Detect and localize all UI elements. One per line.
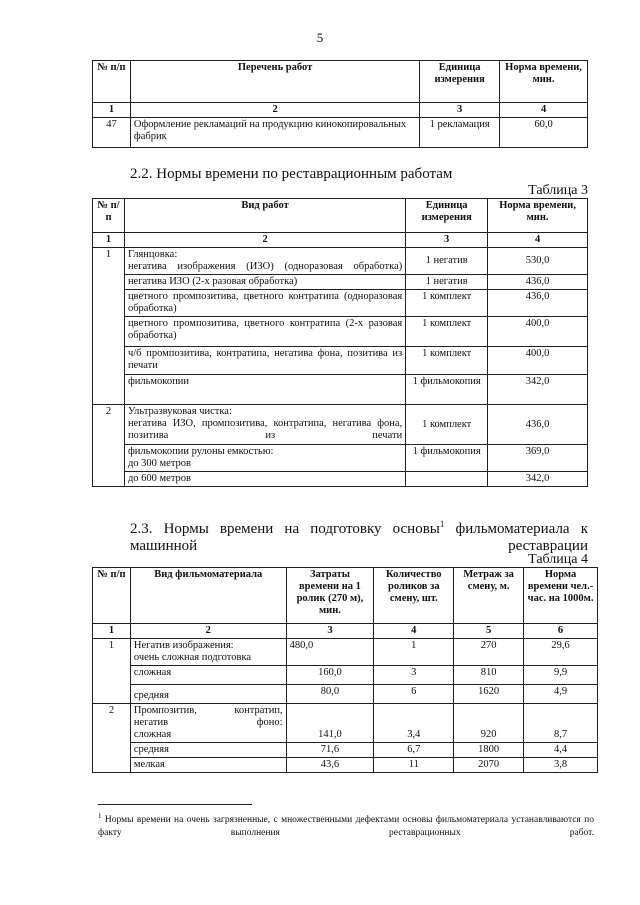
index-cell: 2 (124, 233, 405, 248)
cell-time: 480,0 (286, 639, 374, 666)
material-desc: очень сложная подготовка (133, 652, 252, 663)
work-desc: до 300 метров (127, 458, 192, 469)
cell-unit: 1 комплект (406, 317, 488, 347)
cell-meters: 270 (454, 639, 524, 666)
table-3-label: Таблица 3 (528, 183, 588, 198)
footnote (98, 810, 594, 840)
cell-work (124, 405, 405, 445)
cell-norm: 29,6 (524, 639, 598, 666)
work-desc: негатива ИЗО (2-х разовая обработка) (124, 275, 405, 290)
work-desc: цветного промпозитива, цветного контратипа (одноразовая обработка) (124, 290, 405, 317)
material-desc: средняя (130, 685, 286, 704)
work-desc: цветного промпозитива, цветного контратипа (2-х разовая обработка) (124, 317, 405, 347)
cell-time: 80,0 (286, 685, 374, 704)
group-num: 1 (93, 248, 125, 405)
table-row (93, 290, 588, 317)
cell-rolls: 6 (374, 685, 454, 704)
cell-norm: 530,0 (488, 248, 588, 275)
section-title-part2: фильмоматериала к машинной реставрации (130, 521, 588, 554)
footnote-separator (98, 804, 252, 805)
page-number: 5 (316, 30, 324, 45)
table-row (93, 639, 598, 666)
table-row (93, 405, 588, 445)
table-header-row (93, 61, 588, 103)
cell-meters: 920 (454, 704, 524, 743)
cell-time: 43,6 (286, 758, 374, 773)
col-header: Единица измерения (420, 61, 500, 103)
cell-norm: 4,9 (524, 685, 598, 704)
index-cell: 2 (130, 624, 286, 639)
group-title: Глянцовка: (127, 249, 178, 260)
index-cell: 4 (374, 624, 454, 639)
material-desc: мелкая (130, 758, 286, 773)
cell-rolls: 11 (374, 758, 454, 773)
col-header: Затраты времени на 1 ролик (270 м), мин. (286, 568, 374, 624)
material-desc: сложная (133, 729, 172, 740)
col-header: Вид фильмоматериала (130, 568, 286, 624)
table-row (93, 347, 588, 375)
col-header: Количество роликов за смену, шт. (374, 568, 454, 624)
cell-meters: 1620 (454, 685, 524, 704)
table-row (93, 743, 598, 758)
group-num: 2 (93, 704, 131, 773)
table-index-row (93, 103, 588, 118)
cell-rolls: 6,7 (374, 743, 454, 758)
col-header: Норма времени чел.-час. на 1000м. (524, 568, 598, 624)
cell-norm: 436,0 (488, 275, 588, 290)
group-title: Ультразвуковая чистка: (127, 406, 232, 417)
index-cell: 1 (93, 233, 125, 248)
cell-norm: 369,0 (488, 445, 588, 472)
cell-norm: 342,0 (488, 472, 588, 487)
cell-unit: 1 фильмокопия (406, 445, 488, 472)
cell-work: Оформление рекламаций на продукцию кинокопировальных фабрик (130, 118, 419, 148)
cell-norm: 436,0 (488, 290, 588, 317)
table-header-row (93, 568, 598, 624)
work-desc: фильмокопии (124, 375, 405, 405)
cell-time: 141,0 (286, 704, 374, 743)
group-num: 2 (93, 405, 125, 487)
table-row (93, 118, 588, 148)
section-title-part1: 2.3. Нормы времени на подготовку основы (130, 521, 440, 537)
index-cell: 2 (130, 103, 419, 118)
table-index-row (93, 624, 598, 639)
col-header: Перечень работ (130, 61, 419, 103)
cell-unit: 1 негатив (406, 275, 488, 290)
cell-meters: 1800 (454, 743, 524, 758)
footnote-mark: 1 (439, 519, 445, 529)
table-row (93, 472, 588, 487)
cell-norm: 60,0 (500, 118, 588, 148)
work-desc: до 600 метров (124, 472, 405, 487)
index-cell: 4 (488, 233, 588, 248)
cell-norm: 342,0 (488, 375, 588, 405)
table-row (93, 704, 598, 743)
cell-material (130, 704, 286, 743)
cell-material (130, 639, 286, 666)
cell-norm: 400,0 (488, 347, 588, 375)
table-1 (92, 60, 588, 148)
table-row (93, 375, 588, 405)
col-header: Метраж за смену, м. (454, 568, 524, 624)
section-2-3-title (130, 516, 588, 555)
cell-meters: 810 (454, 666, 524, 685)
footnote-mark: 1 (98, 812, 102, 820)
cell-time: 71,6 (286, 743, 374, 758)
work-desc: ч/б промпозитива, контратипа, негатива фона, позитива из печати (124, 347, 405, 375)
section-2-2-title: 2.2. Нормы времени по реставрационным работам (130, 166, 453, 182)
cell-unit: 1 комплект (406, 290, 488, 317)
col-header: Вид работ (124, 199, 405, 233)
col-header: № п/п (93, 199, 125, 233)
col-header: Норма времени, мин. (500, 61, 588, 103)
table-row (93, 275, 588, 290)
cell-unit: 1 фильмокопия (406, 375, 488, 405)
col-header: Единица измерения (406, 199, 488, 233)
cell-rolls: 3,4 (374, 704, 454, 743)
cell-unit (406, 472, 488, 487)
index-cell: 1 (93, 103, 131, 118)
cell-work (124, 248, 405, 275)
table-header-row (93, 199, 588, 233)
cell-unit: 1 негатив (406, 248, 488, 275)
table-4 (92, 567, 598, 773)
cell-norm: 436,0 (488, 405, 588, 445)
index-cell: 6 (524, 624, 598, 639)
group-title: Негатив изображения: (133, 640, 234, 651)
cell-unit: 1 комплект (406, 347, 488, 375)
cell-norm: 400,0 (488, 317, 588, 347)
index-cell: 1 (93, 624, 131, 639)
material-desc: средняя (130, 743, 286, 758)
work-desc: негатива изображения (ИЗО) (одноразовая обработка) (127, 261, 403, 272)
col-header: № п/п (93, 61, 131, 103)
table-row (93, 317, 588, 347)
cell-num: 47 (93, 118, 131, 148)
index-cell: 5 (454, 624, 524, 639)
col-header: № п/п (93, 568, 131, 624)
group-title: Промпозитив, контратип, негатив фоно: (133, 705, 283, 728)
cell-norm: 8,7 (524, 704, 598, 743)
work-desc: негатива ИЗО, промпозитива, контратипа, негатива фона, позитива из печати (127, 418, 403, 441)
cell-unit: 1 комплект (406, 405, 488, 445)
table-4-label: Таблица 4 (528, 552, 588, 567)
table-row (93, 758, 598, 773)
cell-work (124, 445, 405, 472)
cell-norm: 4,4 (524, 743, 598, 758)
table-row (93, 445, 588, 472)
cell-time: 160,0 (286, 666, 374, 685)
index-cell: 4 (500, 103, 588, 118)
cell-norm: 3,8 (524, 758, 598, 773)
table-index-row (93, 233, 588, 248)
table-row (93, 666, 598, 685)
table-3 (92, 198, 588, 487)
cell-norm: 9,9 (524, 666, 598, 685)
cell-meters: 2070 (454, 758, 524, 773)
work-desc: фильмокопии рулоны емкостью: (127, 446, 274, 457)
cell-unit: 1 рекламация (420, 118, 500, 148)
material-desc: сложная (130, 666, 286, 685)
cell-rolls: 1 (374, 639, 454, 666)
footnote-text: Нормы времени на очень загрязненные, с множественными дефектами основы фильмоматериала устанавливаются по факту выполнения реставрационных работ. (98, 815, 594, 839)
table-row (93, 685, 598, 704)
index-cell: 3 (420, 103, 500, 118)
group-num: 1 (93, 639, 131, 704)
index-cell: 3 (406, 233, 488, 248)
table-row (93, 248, 588, 275)
cell-rolls: 3 (374, 666, 454, 685)
col-header: Норма времени, мин. (488, 199, 588, 233)
index-cell: 3 (286, 624, 374, 639)
